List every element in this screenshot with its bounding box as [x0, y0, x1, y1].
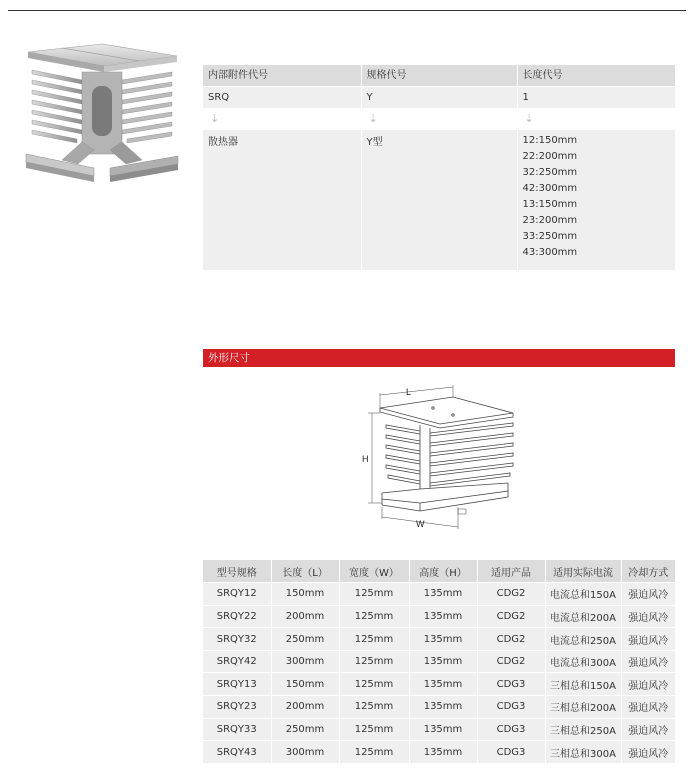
cell-length: 300mm	[271, 741, 339, 764]
cell-product: CDG3	[477, 718, 545, 741]
cell-height: 135mm	[409, 741, 477, 764]
length-option: 33:250mm	[522, 231, 578, 242]
spec-table	[203, 560, 675, 764]
length-option: 22:200mm	[522, 151, 578, 162]
table-row	[203, 650, 675, 673]
cell-width: 125mm	[339, 650, 409, 673]
cell-height: 135mm	[409, 583, 477, 606]
cell-model: SRQY33	[203, 718, 271, 741]
cell-model: SRQY23	[203, 696, 271, 719]
cell-length: 200mm	[271, 696, 339, 719]
table-row	[203, 605, 675, 628]
cell-product: CDG2	[477, 605, 545, 628]
label-h: H	[362, 454, 369, 464]
code-description-row	[203, 130, 675, 270]
dimension-drawing	[358, 383, 528, 533]
cell-width: 125mm	[339, 605, 409, 628]
cell-model: SRQY42	[203, 650, 271, 673]
cell-product: CDG3	[477, 741, 545, 764]
cell-height: 135mm	[409, 605, 477, 628]
top-divider	[8, 10, 686, 11]
col-cooling: 冷却方式	[621, 560, 675, 583]
accessory-description: 散热器	[203, 130, 361, 270]
down-arrow-icon: ⇣	[517, 108, 675, 130]
cell-current: 三相总和200A	[545, 696, 621, 719]
cell-height: 135mm	[409, 628, 477, 651]
length-code-value: 1	[517, 87, 675, 109]
cell-cooling: 强迫风冷	[621, 741, 675, 764]
length-option: 23:200mm	[522, 215, 578, 226]
cell-width: 125mm	[339, 673, 409, 696]
cell-current: 电流总和250A	[545, 628, 621, 651]
cell-cooling: 强迫风冷	[621, 605, 675, 628]
header-length-code: 长度代号	[517, 65, 675, 87]
length-option: 42:300mm	[522, 183, 578, 194]
col-height: 高度（H）	[409, 560, 477, 583]
col-current: 适用实际电流	[545, 560, 621, 583]
header-accessory-code: 内部附件代号	[203, 65, 361, 87]
cell-height: 135mm	[409, 696, 477, 719]
length-option: 12:150mm	[522, 135, 578, 146]
cell-width: 125mm	[339, 718, 409, 741]
cell-model: SRQY32	[203, 628, 271, 651]
code-table	[203, 65, 675, 270]
cell-height: 135mm	[409, 650, 477, 673]
cell-length: 200mm	[271, 605, 339, 628]
col-model: 型号规格	[203, 560, 271, 583]
cell-product: CDG2	[477, 650, 545, 673]
cell-cooling: 强迫风冷	[621, 583, 675, 606]
cell-width: 125mm	[339, 628, 409, 651]
cell-model: SRQY43	[203, 741, 271, 764]
cell-product: CDG2	[477, 583, 545, 606]
cell-width: 125mm	[339, 741, 409, 764]
length-option: 43:300mm	[522, 247, 578, 258]
cell-product: CDG3	[477, 673, 545, 696]
code-values-row	[203, 87, 675, 109]
cell-height: 135mm	[409, 673, 477, 696]
cell-width: 125mm	[339, 583, 409, 606]
cell-current: 电流总和300A	[545, 650, 621, 673]
length-option: 13:150mm	[522, 199, 578, 210]
col-product: 适用产品	[477, 560, 545, 583]
cell-width: 125mm	[339, 696, 409, 719]
cell-length: 150mm	[271, 673, 339, 696]
spec-description: Y型	[361, 130, 517, 270]
code-table-header	[203, 65, 675, 87]
cell-cooling: 强迫风冷	[621, 696, 675, 719]
table-row	[203, 673, 675, 696]
cell-length: 150mm	[271, 583, 339, 606]
cell-current: 三相总和150A	[545, 673, 621, 696]
cell-product: CDG2	[477, 628, 545, 651]
col-length: 长度（L）	[271, 560, 339, 583]
table-row	[203, 696, 675, 719]
heatsink-product-image	[22, 42, 182, 187]
col-width: 宽度（W）	[339, 560, 409, 583]
length-option: 32:250mm	[522, 167, 578, 178]
cell-current: 电流总和150A	[545, 583, 621, 606]
cell-model: SRQY22	[203, 605, 271, 628]
table-row	[203, 741, 675, 764]
cell-length: 300mm	[271, 650, 339, 673]
cell-length: 250mm	[271, 628, 339, 651]
cell-height: 135mm	[409, 718, 477, 741]
cell-cooling: 强迫风冷	[621, 628, 675, 651]
table-row	[203, 628, 675, 651]
label-l: L	[406, 387, 412, 397]
accessory-code-value: SRQ	[203, 87, 361, 109]
cell-product: CDG3	[477, 696, 545, 719]
header-spec-code: 规格代号	[361, 65, 517, 87]
down-arrow-icon: ⇣	[203, 108, 361, 130]
cell-model: SRQY12	[203, 583, 271, 606]
down-arrow-icon: ⇣	[361, 108, 517, 130]
table-row	[203, 718, 675, 741]
cell-current: 三相总和300A	[545, 741, 621, 764]
cell-length: 250mm	[271, 718, 339, 741]
cell-cooling: 强迫风冷	[621, 673, 675, 696]
length-list	[517, 130, 675, 270]
spec-table-header	[203, 560, 675, 583]
cell-cooling: 强迫风冷	[621, 718, 675, 741]
table-row	[203, 583, 675, 606]
arrow-row	[203, 108, 675, 130]
section-title-dimensions: 外形尺寸	[203, 349, 675, 367]
cell-current: 三相总和250A	[545, 718, 621, 741]
cell-model: SRQY13	[203, 673, 271, 696]
label-w: W	[416, 519, 425, 529]
spec-code-value: Y	[361, 87, 517, 109]
cell-current: 电流总和200A	[545, 605, 621, 628]
cell-cooling: 强迫风冷	[621, 650, 675, 673]
